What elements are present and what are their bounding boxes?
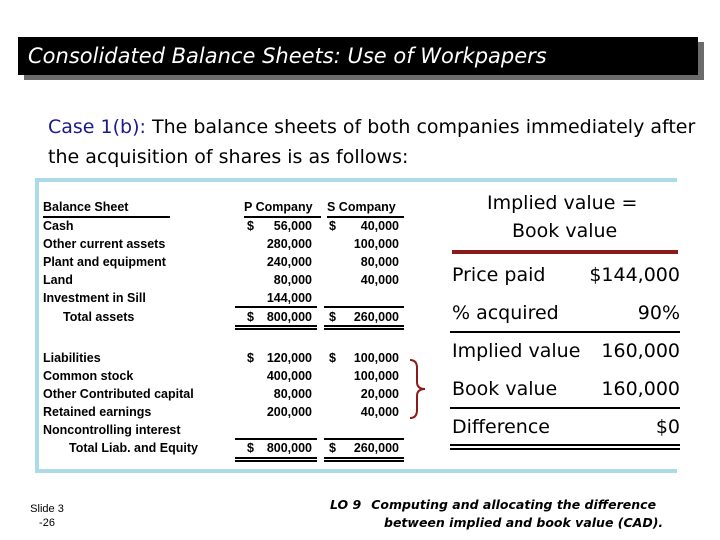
- case-description: [48, 112, 708, 172]
- row-label-common-stock: Common stock: [43, 369, 134, 383]
- brace-icon: [408, 358, 432, 420]
- learning-objective: [330, 496, 700, 532]
- row-label-other-current-assets: Other current assets: [43, 237, 166, 251]
- row-label-total-liab-equity: Total Liab. and Equity: [69, 441, 198, 455]
- difference-value: $0: [655, 416, 680, 438]
- row-cash-s-dollar: $: [329, 219, 336, 233]
- row-land-s: 40,000: [360, 273, 399, 287]
- case-body: The balance sheets of both companies immediately after the acquisition of shares is as follows:: [48, 116, 696, 168]
- row-common-stock-p: 400,000: [266, 369, 312, 383]
- row-total-assets-s: 260,000: [353, 310, 399, 324]
- pct-acquired-value: 90%: [637, 302, 680, 324]
- row-label-retained-earnings: Retained earnings: [43, 405, 152, 419]
- row-liabilities-s: 100,000: [353, 351, 399, 365]
- book-value-value: 160,000: [601, 378, 680, 400]
- assets-underline-s: [324, 306, 404, 308]
- row-label-cash: Cash: [43, 219, 74, 233]
- row-total-assets-p-dollar: $: [247, 310, 254, 324]
- difference-label: Difference: [452, 416, 550, 438]
- lo-number: LO 9: [330, 497, 362, 512]
- book-value-rule: [450, 407, 680, 409]
- row-land-p: 80,000: [273, 273, 312, 287]
- implied-heading-line2: Book value: [512, 220, 618, 242]
- lo-line2: between implied and book value (CAD).: [384, 515, 664, 530]
- implied-heading-line1: Implied value =: [487, 192, 638, 214]
- total-liab-dbl-1-s: [324, 457, 404, 459]
- sheet-header-label: Balance Sheet: [43, 200, 129, 214]
- row-label-total-assets: Total assets: [63, 310, 135, 324]
- row-label-liabilities: Liabilities: [43, 351, 101, 365]
- total-liab-dbl-2-s: [324, 460, 404, 462]
- row-total-assets-p: 800,000: [266, 310, 312, 324]
- total-liab-dbl-2-p: [235, 460, 317, 462]
- slide-number: [22, 502, 72, 530]
- implied-heading-rule: [452, 250, 678, 254]
- row-total-liab-s-dollar: $: [329, 441, 336, 455]
- slide-number-line2: -26: [39, 517, 55, 529]
- header-underline-p: [244, 216, 321, 218]
- row-label-noncontrolling: Noncontrolling interest: [43, 423, 181, 437]
- row-liabilities-p-dollar: $: [247, 351, 254, 365]
- row-label-plant: Plant and equipment: [43, 255, 166, 269]
- slide-number-line1: Slide 3: [30, 503, 64, 515]
- liab-underline-s: [324, 438, 404, 440]
- difference-dbl-rule-2: [450, 448, 680, 450]
- row-liabilities-s-dollar: $: [329, 351, 336, 365]
- row-label-other-contributed: Other Contributed capital: [43, 387, 194, 401]
- row-cash-p-dollar: $: [247, 219, 254, 233]
- total-assets-dbl-1-p: [235, 325, 317, 327]
- slide-title: Consolidated Balance Sheets: Use of Workpapers: [28, 44, 547, 68]
- row-total-liab-p: 800,000: [266, 441, 312, 455]
- pct-acquired-rule: [450, 331, 680, 333]
- total-assets-dbl-2-s: [324, 328, 404, 330]
- implied-value-label: Implied value: [452, 340, 581, 362]
- row-plant-s: 80,000: [360, 255, 399, 269]
- row-label-investment: Investment in Sill: [43, 291, 146, 305]
- row-oca-s: 100,000: [353, 237, 399, 251]
- lo-line1: Computing and allocating the difference: [371, 497, 657, 512]
- row-oca-p: 280,000: [266, 237, 312, 251]
- header-underline-s: [327, 216, 404, 218]
- row-total-liab-s: 260,000: [353, 441, 399, 455]
- implied-value-value: 160,000: [601, 340, 680, 362]
- row-other-contributed-s: 20,000: [360, 387, 399, 401]
- difference-dbl-rule-1: [450, 444, 680, 446]
- price-paid-value: $144,000: [589, 264, 680, 286]
- row-plant-p: 240,000: [266, 255, 312, 269]
- row-common-stock-s: 100,000: [353, 369, 399, 383]
- row-total-liab-p-dollar: $: [247, 441, 254, 455]
- row-label-land: Land: [43, 273, 73, 287]
- book-value-label: Book value: [452, 378, 558, 400]
- price-paid-label: Price paid: [452, 264, 546, 286]
- row-investment-p: 144,000: [266, 291, 312, 305]
- pct-acquired-label: % acquired: [452, 302, 559, 324]
- case-label: Case 1(b):: [48, 116, 146, 138]
- row-liabilities-p: 120,000: [266, 351, 312, 365]
- title-bar: [18, 37, 698, 75]
- liab-underline-p: [235, 438, 317, 440]
- total-assets-dbl-2-p: [235, 328, 317, 330]
- row-cash-s: 40,000: [360, 219, 399, 233]
- row-other-contributed-p: 80,000: [273, 387, 312, 401]
- assets-underline-p: [235, 306, 317, 308]
- sheet-header-s: S Company: [327, 200, 396, 214]
- row-retained-earnings-s: 40,000: [360, 405, 399, 419]
- row-retained-earnings-p: 200,000: [266, 405, 312, 419]
- row-cash-p: 56,000: [273, 219, 312, 233]
- header-underline-label: [43, 216, 170, 218]
- total-assets-dbl-1-s: [324, 325, 404, 327]
- row-total-assets-s-dollar: $: [329, 310, 336, 324]
- total-liab-dbl-1-p: [235, 457, 317, 459]
- sheet-header-p: P Company: [244, 200, 313, 214]
